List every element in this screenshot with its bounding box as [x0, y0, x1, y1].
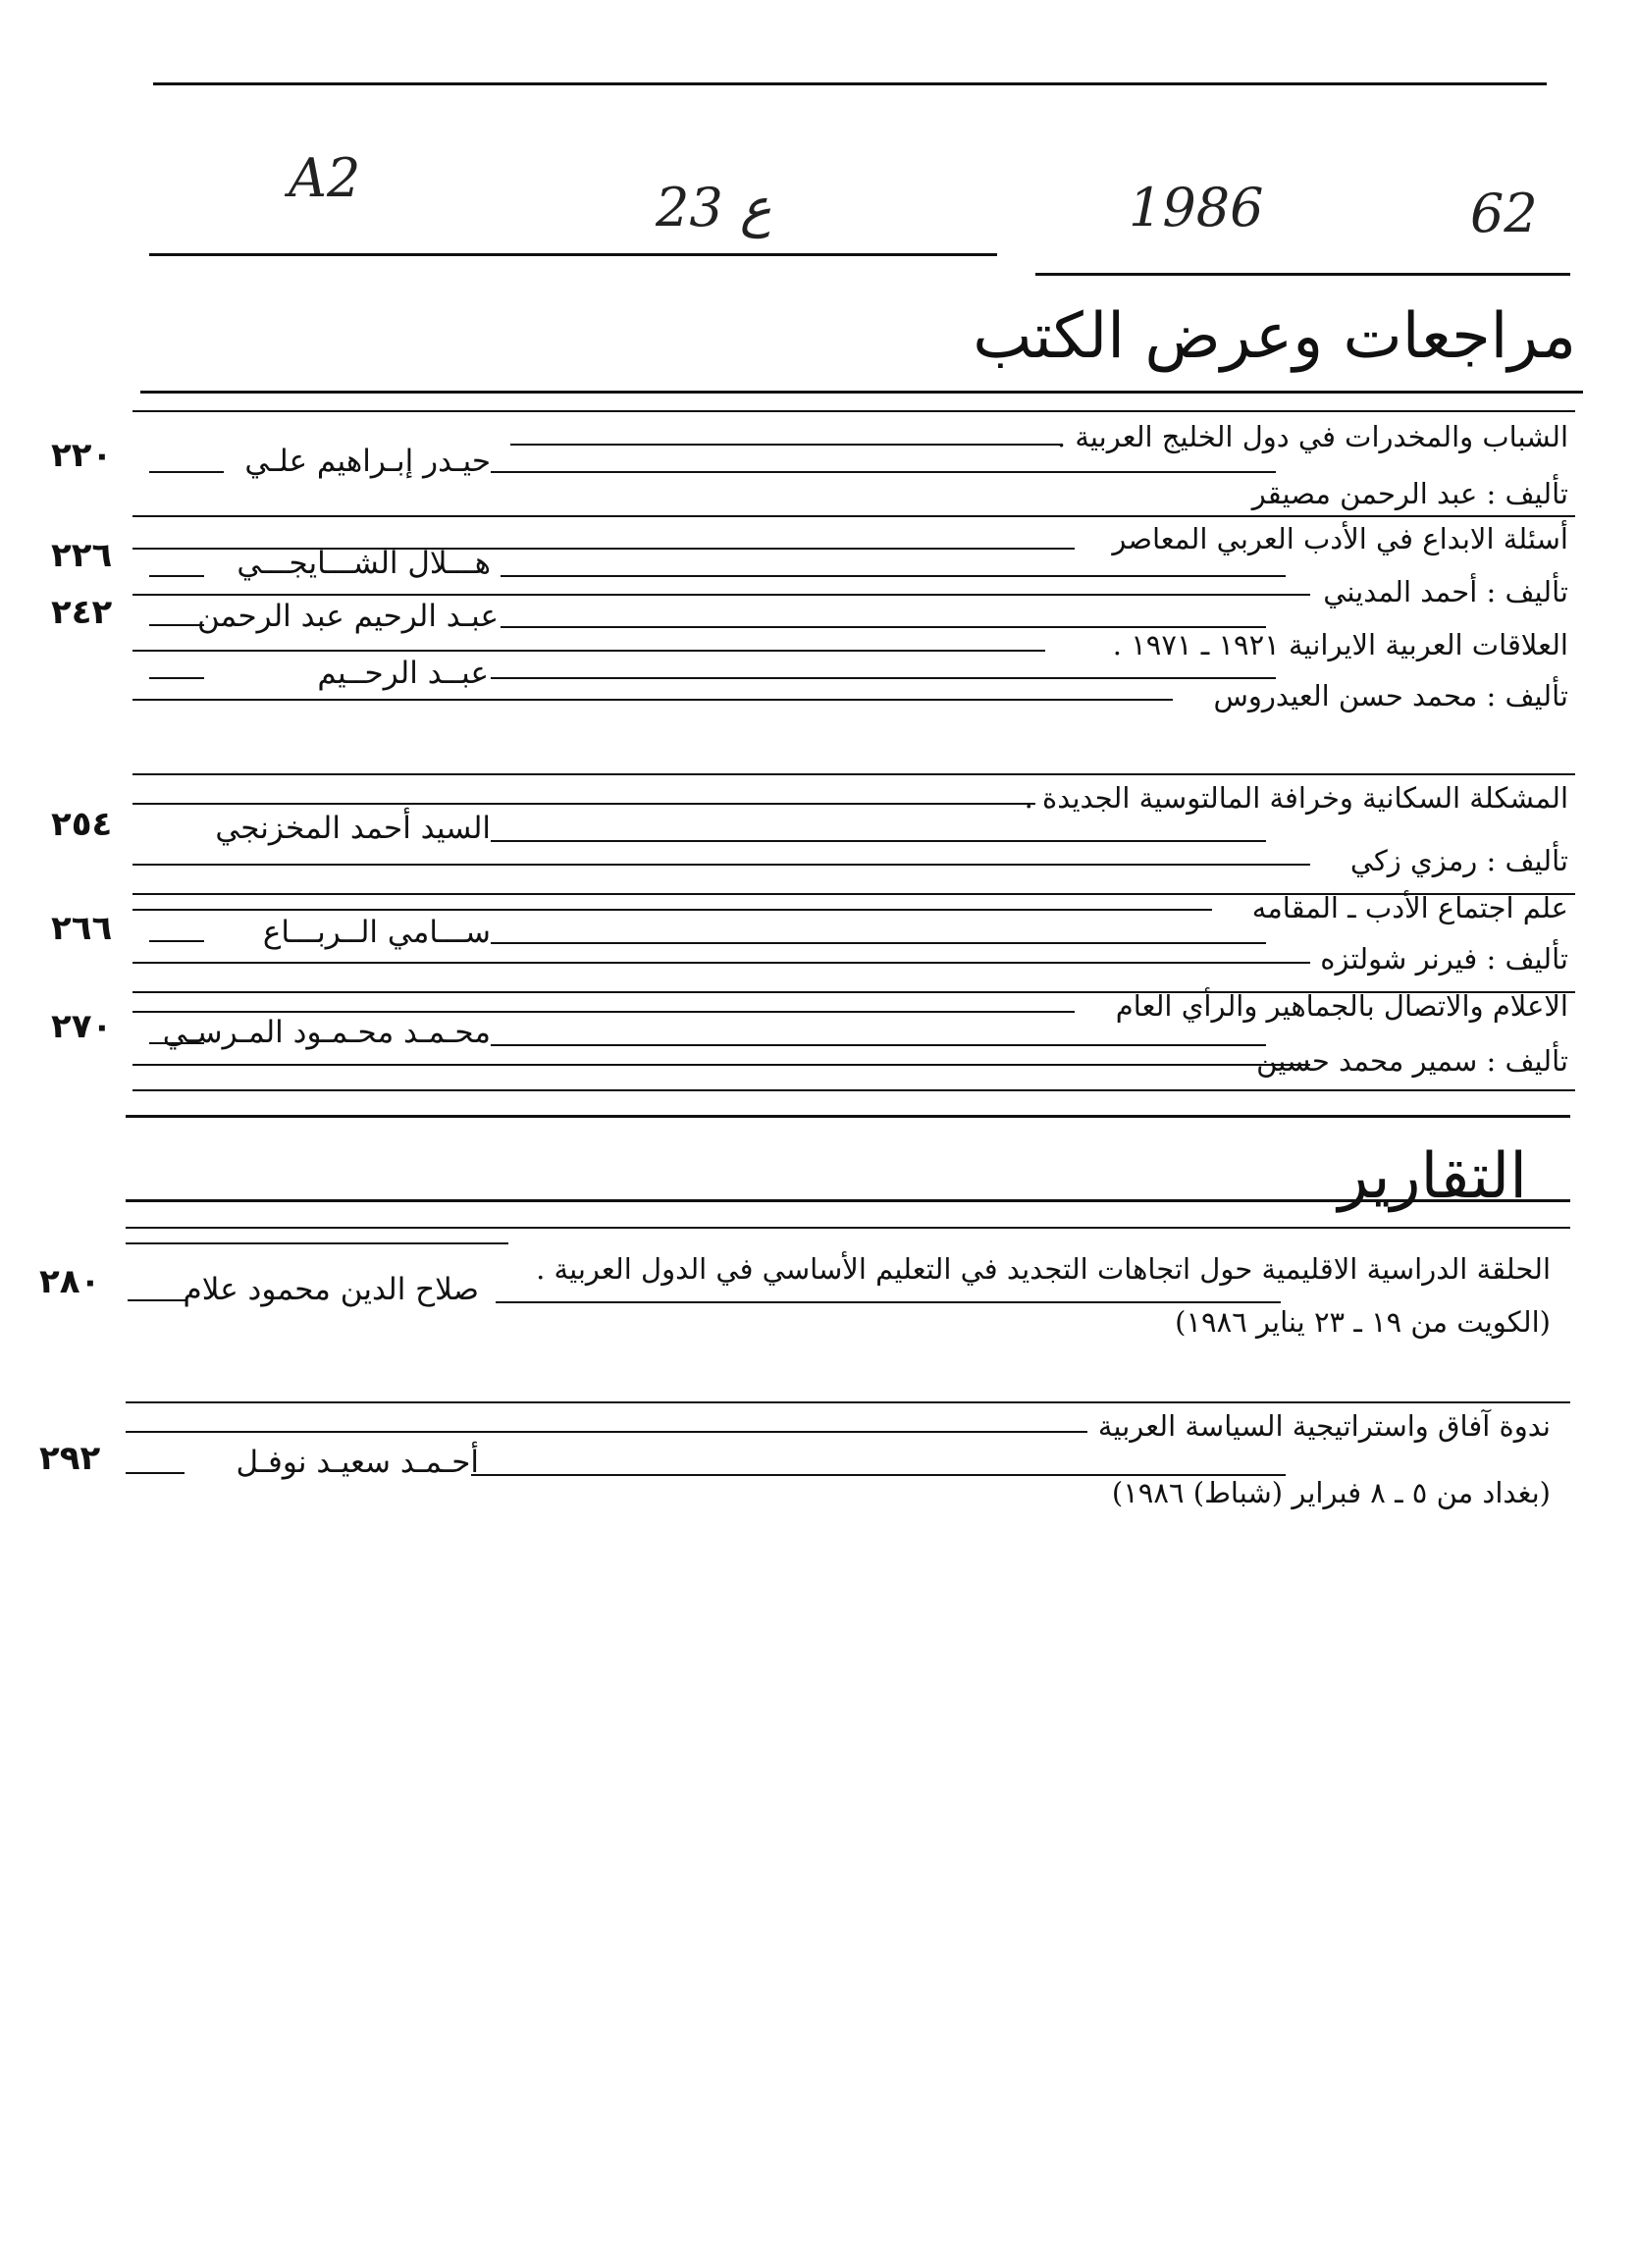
- review-title: الاعلام والاتصال بالجماهير والرأي العام: [1115, 989, 1568, 1023]
- page-leader: [126, 1472, 185, 1474]
- reviewer-leader: [501, 575, 1286, 577]
- entry-rule: [132, 515, 1575, 517]
- entry-rule: [132, 773, 1575, 775]
- author-leader: [132, 594, 1310, 596]
- author-leader: [132, 962, 1310, 964]
- reviewer-name: السيد أحمد المخزنجي: [215, 811, 491, 846]
- title-leader: [126, 1242, 508, 1244]
- entry-rule: [132, 1089, 1575, 1091]
- report-title: ندوة آفاق واستراتيجية السياسة العربية: [1097, 1409, 1551, 1443]
- reviewer-leader: [491, 677, 1276, 679]
- section-title-reports: التقارير: [1338, 1140, 1527, 1213]
- review-title: علم اجتماع الأدب ـ المقامه: [1251, 891, 1568, 924]
- title-leader: [126, 1431, 1087, 1433]
- author-line: تأليف : فيرنر شولتزه: [1320, 942, 1568, 976]
- section-title-reviews: مراجعات وعرض الكتب: [973, 300, 1576, 373]
- author-line: تأليف : محمد حسن العيدروس: [1213, 679, 1568, 712]
- handwritten-note-3: 1986: [1129, 177, 1264, 238]
- page-number: ٢٨٠: [39, 1262, 101, 1301]
- reviewer-name: ســـامي الــربـــاع: [262, 915, 491, 950]
- review-title: أسئلة الابداع في الأدب العربي المعاصر: [1112, 522, 1568, 555]
- report-title: الحلقة الدراسية الاقليمية حول اتجاهات التجديد في التعليم الأساسي في الدول العربية .: [536, 1252, 1551, 1286]
- title-leader: [132, 909, 1212, 911]
- report-subtitle: (الكويت من ١٩ ـ ٢٣ يناير ١٩٨٦): [1175, 1305, 1551, 1339]
- entry-rule: [126, 1401, 1570, 1403]
- page-leader: [149, 677, 204, 679]
- report-subtitle: (بغداد من ٥ ـ ٨ فبراير (شباط) ١٩٨٦): [1111, 1476, 1551, 1509]
- reviewer-name: محـمـد محـمـود المـرسـي: [162, 1015, 491, 1050]
- handwritten-note-2: 23 ع: [656, 177, 772, 238]
- reviewer-name: عبـد الرحيم عبد الرحمن: [196, 599, 499, 634]
- author-leader: [132, 699, 1173, 701]
- page-number: ٢٩٢: [39, 1439, 101, 1478]
- review-title: العلاقات العربية الايرانية ١٩٢١ ـ ١٩٧١ .: [1112, 628, 1568, 661]
- reports-title-rule: [126, 1199, 1570, 1202]
- author-leader: [132, 864, 1310, 866]
- report-author: أحـمـد سعيـد نوفـل: [236, 1445, 479, 1480]
- author-line: تأليف : رمزي زكي: [1349, 844, 1568, 877]
- title-leader: [132, 803, 1035, 805]
- page-leader: [149, 575, 204, 577]
- reviewer-name: حيـدر إبـراهيم علـي: [244, 444, 491, 479]
- page-leader: [128, 1299, 186, 1301]
- reviewer-name-continued: عبــد الرحــيم: [317, 656, 489, 691]
- reviewer-leader: [491, 942, 1266, 944]
- author-leader: [132, 1064, 1310, 1066]
- handwritten-note-1: A2: [289, 147, 361, 209]
- author-line: تأليف : سمير محمد حسين: [1256, 1044, 1568, 1078]
- reviewer-leader: [491, 840, 1266, 842]
- report-author: صلاح الدين محمود علام: [183, 1272, 479, 1307]
- page-leader: [149, 471, 224, 473]
- reviewer-leader: [491, 471, 1276, 473]
- page-number: ٢٥٤: [51, 805, 113, 844]
- author-line: تأليف : أحمد المديني: [1323, 575, 1568, 608]
- page-number: ٢٤٢: [51, 593, 113, 632]
- page-leader: [149, 940, 204, 942]
- reports-top-rule: [126, 1115, 1570, 1118]
- handwritten-note-4: 62: [1470, 183, 1538, 244]
- title-leader: [510, 444, 1060, 446]
- top-rule: [153, 82, 1547, 85]
- reviews-title-rule: [140, 391, 1583, 394]
- page-leader: [149, 624, 204, 626]
- reviewer-name: هـــلال الشـــايجـــي: [237, 546, 491, 581]
- page-number: ٢٢٦: [51, 536, 113, 575]
- page-number: ٢٢٠: [51, 436, 113, 475]
- author-line: تأليف : عبد الرحمن مصيقر: [1251, 477, 1568, 510]
- header-rule-right: [1035, 273, 1570, 276]
- title-leader: [132, 1011, 1075, 1013]
- header-rule-left: [149, 253, 997, 256]
- page-number: ٢٧٠: [51, 1007, 113, 1046]
- entry-rule: [126, 1227, 1570, 1229]
- title-leader: [132, 650, 1045, 652]
- entry-rule: [132, 410, 1575, 412]
- review-title: المشكلة السكانية وخرافة المالتوسية الجديدة .: [1024, 781, 1568, 815]
- review-title: الشباب والمخدرات في دول الخليج العربية .: [1056, 420, 1568, 453]
- reviewer-leader: [491, 1044, 1266, 1046]
- page-number: ٢٦٦: [51, 909, 113, 948]
- author-leader: [496, 1301, 1281, 1303]
